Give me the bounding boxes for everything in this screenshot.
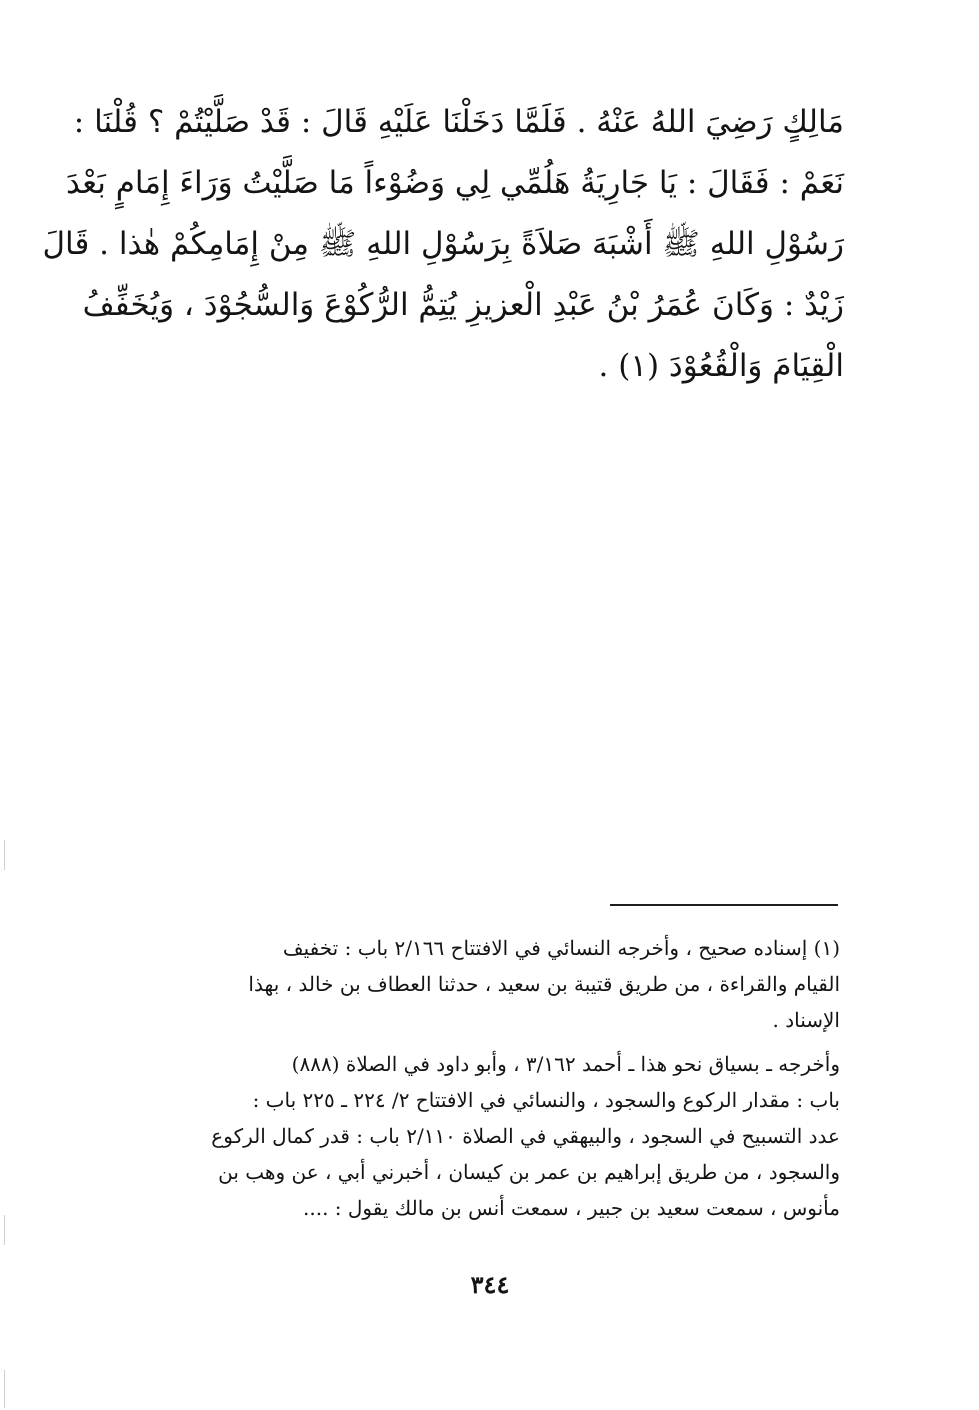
footnotes-block [150, 930, 840, 1226]
footnote-line: وأخرجه ـ بسياق نحو هذا ـ أحمد ٣/١٦٢ ، وأبو داود في الصلاة (٨٨٨) [291, 1052, 840, 1076]
main-text-line: رَسُوْلِ اللهِ ﷺ أَشْبَهَ صَلاَةً بِرَسُوْلِ اللهِ ﷺ مِنْ إِمَامِكُمْ هٰذا . قَالَ [42, 226, 844, 262]
footnote-paragraph-2 [150, 1046, 840, 1226]
footnote-paragraph-1 [150, 930, 840, 1038]
scan-edge-mark [4, 840, 5, 870]
main-text-line: مَالِكٍ رَضِيَ اللهُ عَنْهُ . فَلَمَّا دَخَلْنَا عَلَيْهِ قَالَ : قَدْ صَلَّيْتُمْ ؟ قُلْنَا : [73, 104, 844, 140]
main-text-line: الْقِيَامَ وَالْقُعُوْدَ (١) . [598, 348, 844, 384]
footnote-line: (١) إسناده صحيح ، وأخرجه النسائي في الافتتاح ٢/١٦٦ باب : تخفيف [282, 936, 840, 960]
footnote-line: مأنوس ، سمعت سعيد بن جبير ، سمعت أنس بن مالك يقول : .... [303, 1196, 840, 1220]
scan-edge-mark [4, 1215, 5, 1245]
footnote-line: عدد التسبيح في السجود ، والبيهقي في الصلاة ٢/١١٠ باب : قدر كمال الركوع [211, 1124, 840, 1148]
main-text-line: نَعَمْ : فَقَالَ : يَا جَارِيَةُ هَلُمِّي لِي وَضُوْءاً مَا صَلَّيْتُ وَرَاءَ إِمَامٍ بَعْدَ [66, 165, 844, 201]
main-text-line: زَيْدٌ : وَكَانَ عُمَرُ بْنُ عَبْدِ الْعزيزِ يُتِمُّ الرُّكُوْعَ وَالسُّجُوْدَ ، وَيُخَفِّفُ [82, 287, 844, 323]
footnote-divider [610, 904, 838, 906]
footnote-line: باب : مقدار الركوع والسجود ، والنسائي في الافتتاح ٢/ ٢٢٤ ـ ٢٢٥ باب : [252, 1088, 840, 1112]
footnote-line: والسجود ، من طريق إبراهيم بن عمر بن كيسان ، أخبرني أبي ، عن وهب بن [218, 1160, 840, 1184]
footnote-line: القيام والقراءة ، من طريق قتيبة بن سعيد ، حدثنا العطاف بن خالد ، بهذا [248, 972, 840, 996]
page-number: ٣٤٤ [470, 1270, 510, 1299]
main-text-block [42, 92, 844, 397]
footnote-line: الإسناد . [772, 1008, 840, 1032]
scan-edge-mark [4, 1370, 5, 1408]
